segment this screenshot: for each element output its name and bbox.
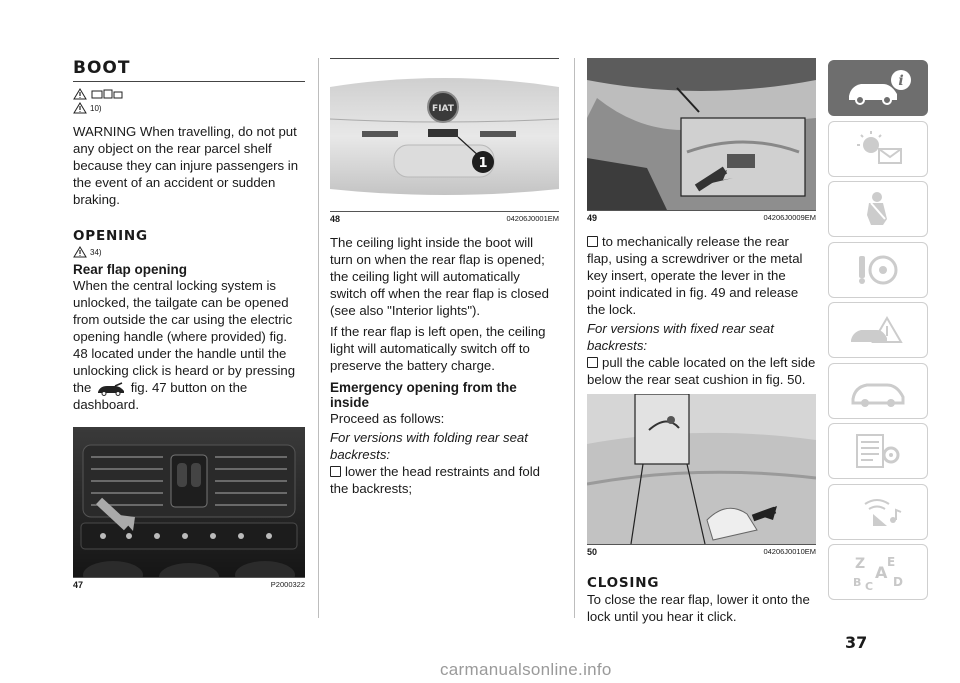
svg-text:D: D	[893, 575, 903, 589]
figure-48	[330, 59, 559, 224]
figure-number: 49	[587, 213, 598, 223]
figure-47-caption	[73, 577, 305, 590]
car-info-icon	[843, 68, 913, 108]
svg-text:B: B	[853, 576, 862, 589]
emergency-title: Emergency opening from the inside	[330, 380, 517, 410]
bullet-text: to mechanically release the rear flap, using a screwdriver or the metal key insert, operate the lever in the point indicated in fig. 49 and release the lock.	[587, 234, 803, 317]
figure-number: 50	[587, 547, 598, 557]
warning-lights-icon	[843, 129, 913, 169]
figure-code: 04206J0001EM	[506, 214, 559, 223]
column-1	[73, 58, 305, 590]
multimedia-icon	[843, 492, 913, 532]
proceed-text: Proceed as follows:	[330, 411, 445, 426]
warning-ref-line	[73, 102, 305, 114]
warning-triangle-icon	[73, 88, 87, 100]
dashboard-button-image	[73, 427, 305, 577]
figure-48-caption	[330, 211, 559, 224]
tab-technical-data[interactable]	[828, 423, 928, 479]
bullet-icon	[587, 357, 598, 368]
closing-text: To close the rear flap, lower it onto the lock until you hear it click.	[587, 592, 810, 624]
column-2	[330, 58, 559, 497]
opening-title: OPENING	[73, 228, 148, 244]
svg-text:E: E	[887, 555, 896, 569]
figure-50	[587, 394, 816, 557]
figure-47	[73, 427, 305, 590]
rear-flap-text-2: fig. 47 button on the dashboard.	[73, 380, 248, 412]
boot-lever-image	[587, 58, 816, 210]
section-title: BOOT	[73, 58, 305, 82]
warning-ref	[73, 88, 305, 100]
column-divider	[574, 58, 575, 618]
seat-cable-image	[587, 394, 816, 544]
svg-text:Z: Z	[855, 556, 866, 572]
callout-1: 1	[478, 156, 488, 171]
warning-ref-number: 34)	[90, 247, 102, 257]
safety-seat-icon	[843, 189, 913, 229]
figure-number: 47	[73, 580, 84, 590]
svg-text:C: C	[865, 580, 874, 592]
bullet-icon	[330, 466, 341, 477]
rear-flap-text	[73, 277, 305, 413]
bullet-icon	[587, 236, 598, 247]
emergency-icon	[843, 310, 913, 350]
bullet-text: pull the cable located on the left side below the rear seat cushion in fig. 50.	[587, 355, 816, 387]
warning-ref-2	[73, 246, 305, 258]
watermark: carmanualsonline.info	[440, 660, 612, 679]
column-divider	[318, 58, 319, 618]
folding-versions-label: For versions with folding rear seat backrests:	[330, 430, 528, 462]
tailgate-handle-image	[330, 59, 559, 211]
tab-multimedia[interactable]	[828, 484, 928, 540]
rear-flap-text-1: When the central locking system is unlocked, the tailgate can be opened from outside the car using the electric opening handle (where provided) fig. 48 located under the handle until the unlocking click is heard or by pressing the	[73, 278, 296, 395]
tab-index[interactable]	[828, 544, 928, 600]
bullet-item	[587, 233, 816, 318]
figure-49	[587, 58, 816, 223]
no-luggage-icon	[90, 88, 124, 100]
figure-49-caption	[587, 210, 816, 223]
steering-key-icon	[843, 250, 913, 290]
closing-title: CLOSING	[587, 575, 660, 591]
svg-text:A: A	[875, 563, 888, 582]
warning-triangle-icon	[73, 246, 87, 258]
tab-safety[interactable]	[828, 181, 928, 237]
tab-maintenance[interactable]	[828, 363, 928, 419]
warning-triangle-icon	[73, 102, 87, 114]
rear-flap-title: Rear flap opening	[73, 262, 188, 277]
fixed-versions-label: For versions with fixed rear seat backrests:	[587, 321, 774, 353]
svg-text:FIAT: FIAT	[432, 104, 454, 114]
figure-50-caption	[587, 544, 816, 557]
ceiling-light-para: The ceiling light inside the boot will turn on when the rear flap is opened; the ceiling light will automatically switch off when the rear flap is closed (see also "Interior lights").	[330, 235, 549, 318]
svg-text:i: i	[898, 73, 904, 89]
bullet-item	[330, 463, 559, 497]
tailgate-open-icon	[95, 382, 127, 396]
page-number: 37	[845, 633, 868, 652]
car-maintenance-icon	[843, 371, 913, 411]
tab-warning-lights[interactable]	[828, 121, 928, 177]
tab-car-info[interactable]	[828, 60, 928, 116]
bullet-item	[587, 354, 816, 388]
tab-emergency[interactable]	[828, 302, 928, 358]
figure-code: P2000322	[270, 580, 305, 589]
battery-para: If the rear flap is left open, the ceiling light will automatically switch off to preserve the battery charge.	[330, 324, 546, 373]
warning-ref-number: 10)	[90, 103, 102, 113]
figure-code: 04206J0009EM	[763, 213, 816, 222]
warning-text: WARNING When travelling, do not put any object on the rear parcel shelf because they can injure passengers in the event of an accident or sudden braking.	[73, 124, 299, 207]
chapter-tabs	[828, 60, 928, 605]
figure-number: 48	[330, 214, 341, 224]
tab-starting[interactable]	[828, 242, 928, 298]
index-icon	[843, 552, 913, 592]
column-3	[587, 58, 816, 625]
technical-data-icon	[843, 431, 913, 471]
bullet-text: lower the head restraints and fold the backrests;	[330, 464, 540, 496]
figure-code: 04206J0010EM	[763, 547, 816, 556]
